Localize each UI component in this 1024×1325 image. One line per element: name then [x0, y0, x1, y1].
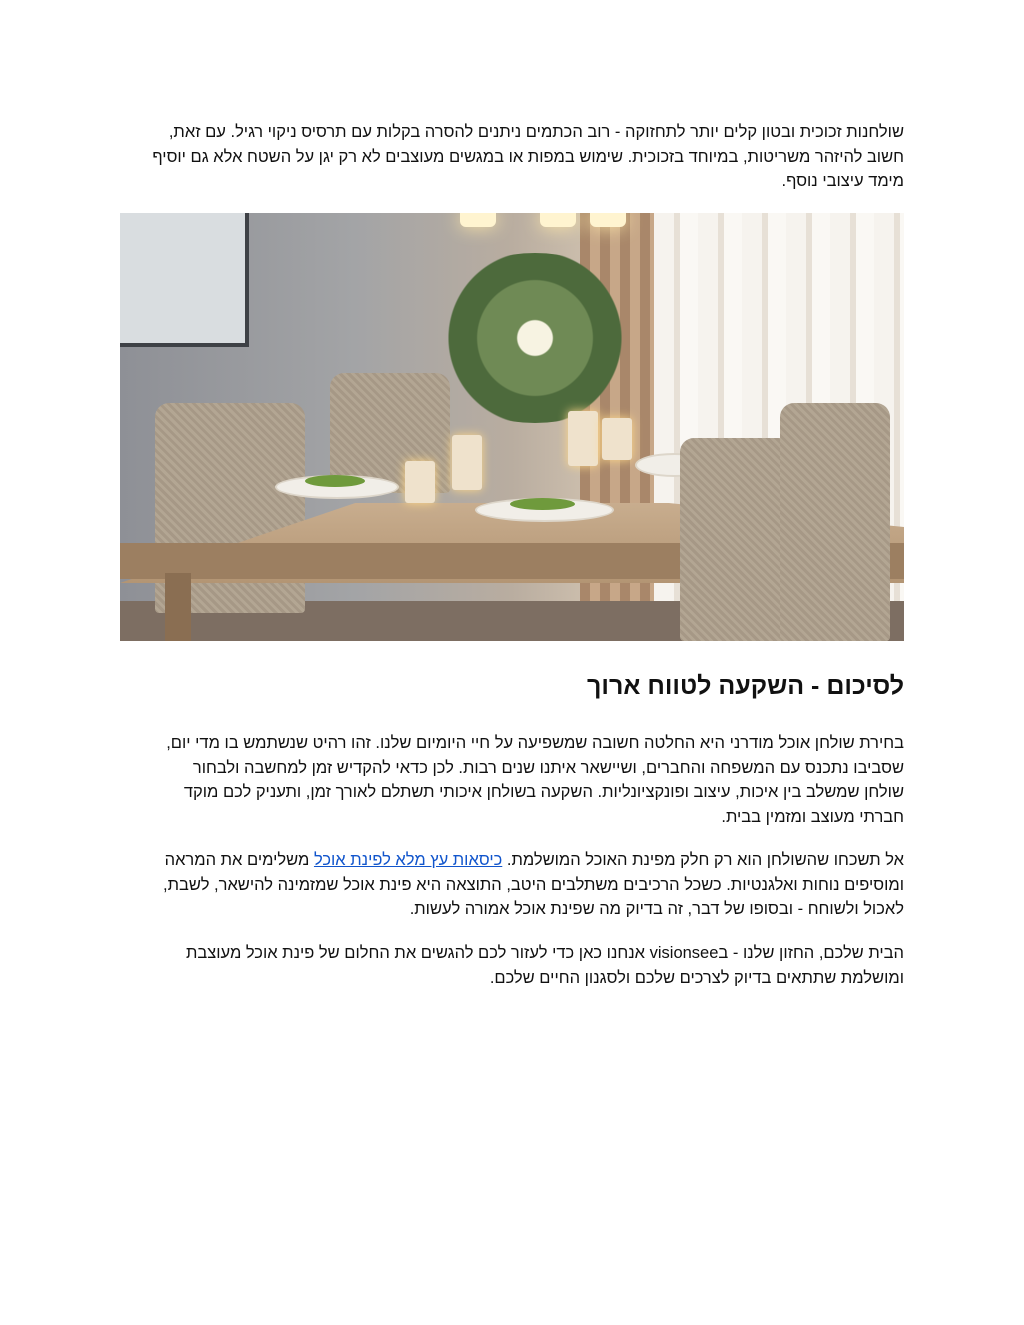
salad	[305, 475, 365, 487]
intro-paragraph	[120, 120, 904, 194]
text-line: בחירת שולחן אוכל מודרני היא החלטה חשובה שמשפיעה על חיי היומיום שלנו. זהו רהיט שנשתמש בו מדי יום,	[166, 734, 904, 752]
text-segment: משלימים את המראה	[164, 851, 314, 869]
ceiling-lamp	[540, 213, 576, 227]
text-line: לאכול ולשוחח - ובסופו של דבר, זה בדיוק מה שפינת אוכל אמורה לעשות.	[409, 900, 904, 918]
chair	[780, 403, 890, 641]
text-segment: אל תשכחו שהשולחן הוא רק חלק מפינת האוכל המושלמת.	[502, 851, 904, 869]
text-line: ומוסיפים נוחות ואלגנטיות. כשכל הרכיבים משתלבים היטב, התוצאה היא פינת אוכל שמזמינה להישאר, לשבת,	[162, 875, 904, 894]
solid-wood-chairs-link[interactable]: כיסאות עץ מלא לפינת אוכל	[313, 851, 503, 869]
summary-paragraph-2	[120, 848, 904, 922]
wall-picture-frame	[120, 213, 249, 347]
dining-table-photo	[120, 213, 904, 641]
candle	[452, 435, 482, 490]
text-line: חשוב להיזהר משריטות, במיוחד בזכוכית. שימוש במפות או במגשים מעוצבים לא רק יגן על השטח אלא גם יוסיף	[152, 147, 904, 166]
candle	[405, 461, 435, 503]
text-line: שולחן שמשלב בין איכות, עיצוב ופונקציונליות. השקעה בשולחן איכותי תשתלם לאורך זמן, ותעניק לכם מוקד	[183, 783, 904, 801]
text-line: חברתי מעוצב ומזמין בבית.	[721, 807, 904, 826]
text-line: שולחנות זכוכית ובטון קלים יותר לתחזוקה - רוב הכתמים ניתנים להסרה בקלות עם תרסיס ניקוי רגיל. עם זאת,	[168, 123, 904, 141]
text-line: ומושלמת שתתאים בדיוק לצרכים שלכם ולסגנון החיים שלכם.	[489, 968, 904, 987]
text-line: שסביבו נתכנס עם המשפחה והחברים, ושיישאר איתנו שנים רבות. לכן כדאי להקדיש זמן למחשבה ולבחור	[192, 758, 904, 777]
candle	[568, 411, 598, 466]
table-leg	[165, 573, 191, 641]
text-line: הבית שלכם, החזון שלנו - בvisionsee אנחנו כאן כדי לעזור לכם להגשים את החלום של פינת אוכל מעוצבת	[185, 944, 904, 962]
summary-heading: לסיכום - השקעה לטווח ארוך	[587, 672, 904, 700]
ceiling-lamp	[590, 213, 626, 227]
summary-paragraph-3	[120, 941, 904, 990]
candle	[602, 418, 632, 460]
text-line	[120, 848, 904, 873]
text-line: מימד עיצובי נוסף.	[781, 172, 904, 190]
ceiling-lamp	[460, 213, 496, 227]
summary-paragraph-1	[120, 731, 904, 829]
flower-arrangement	[420, 253, 650, 423]
salad	[510, 498, 575, 510]
